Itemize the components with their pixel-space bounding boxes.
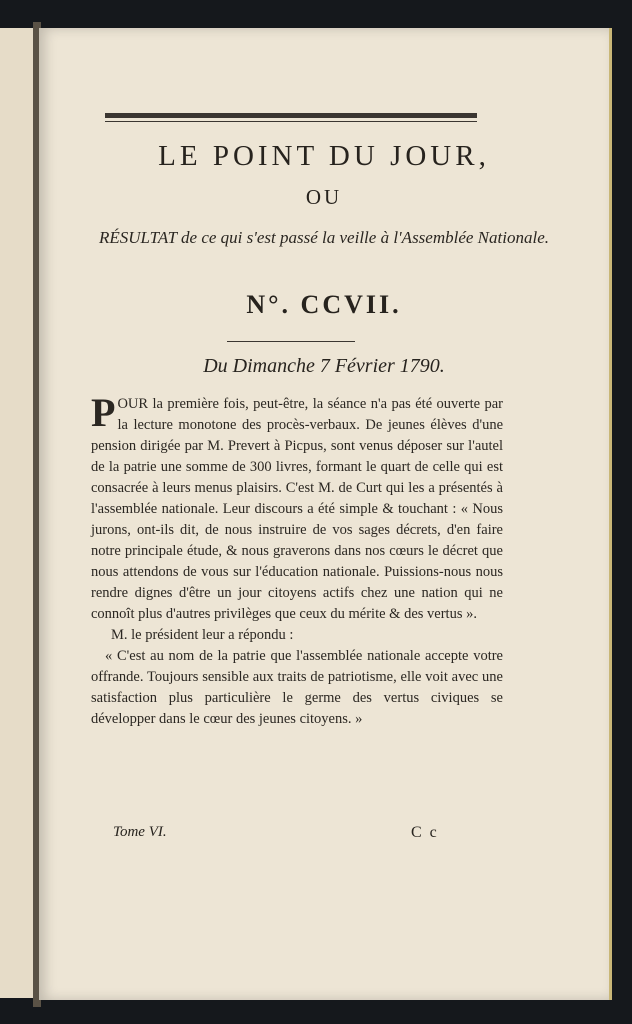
drop-cap: P	[91, 390, 116, 435]
title-conjunction: OU	[305, 185, 343, 209]
signature-mark: C c	[411, 824, 439, 841]
paragraph-1-text: OUR la première fois, peut-être, la séance n'a pas été ouverte par la lecture monotone des procès-verbaux. De jeunes élèves d'une pension dirigée par M. Prevert à Picpus, sont venus déposer sur l'autel de la patrie une somme de 300 livres, formant le quart de celle qui est consacrée à leurs menus plaisirs. C'est M. de Curt qui les a présentés à l'assemblée nationale. Leur discours a été simple & touchant : « Nous jurons, ont-ils dit, de nous instruire de vos sages décrets, d'en faire notre principale étude, & nous graverons dans nos cœurs le décret que nous attendons de vous sur l'éducation nationale. Puissions-nous nous rendre dignes d'être un jour citoyens actifs chez une nation qui ne connoît plus d'autres privilèges que ceux du mérite & des vertus ».	[91, 396, 503, 622]
issue-date: Du Dimanche 7 Février 1790.	[203, 355, 445, 377]
volume-label: Tome VI.	[113, 824, 167, 840]
paragraph-1	[91, 390, 503, 625]
issue-number: N°. CCVII.	[246, 290, 402, 319]
paragraph-2: M. le président leur a répondu :	[111, 627, 294, 643]
facing-page-edge	[0, 28, 35, 998]
ornamental-rule-thin	[105, 121, 477, 122]
section-divider	[227, 341, 355, 342]
article-body	[91, 390, 503, 730]
book-page	[39, 28, 612, 1000]
page-subtitle: RÉSULTAT de ce qui s'est passé la veille à l'Assemblée Nationale.	[99, 228, 549, 247]
page-title: LE POINT DU JOUR,	[158, 140, 490, 172]
ornamental-rule	[105, 113, 477, 118]
paragraph-3: « C'est au nom de la patrie que l'assemblée nationale accepte votre offrande. Toujours sensible aux traits de patriotisme, elle voit avec une satisfaction plus particulière le germe des vertus civiques se développer dans le cœur des jeunes citoyens. »	[91, 648, 503, 727]
